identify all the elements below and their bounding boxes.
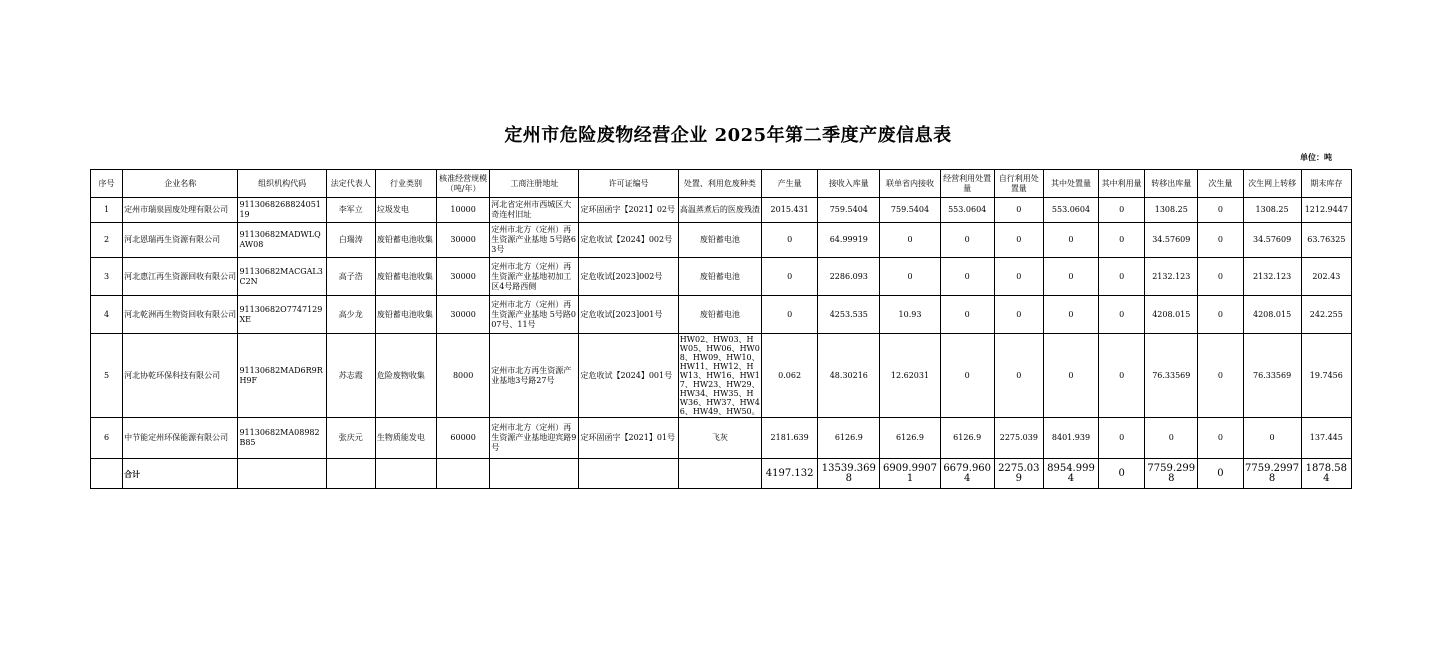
generated-qty: 0.062 xyxy=(762,334,818,418)
legal-rep: 李军立 xyxy=(326,198,375,223)
header-cell: 法定代表人 xyxy=(326,170,375,198)
self-utilized-qty: 2275.039 xyxy=(994,418,1043,459)
utilized-qty: 0 xyxy=(1099,198,1145,223)
secondary-online-transfer: 0 xyxy=(1243,418,1301,459)
table-cell xyxy=(437,459,490,489)
self-utilized-qty: 0 xyxy=(994,258,1043,296)
company-name: 河北协乾环保科技有限公司 xyxy=(123,334,238,418)
industry-type: 危险废物收集 xyxy=(375,334,436,418)
utilized-disposed-qty: 0 xyxy=(940,258,994,296)
ending-inventory: 19.7456 xyxy=(1301,334,1351,418)
secondary-qty: 0 xyxy=(1198,258,1243,296)
manifest-received-qty: 759.5404 xyxy=(880,198,940,223)
manifest-received-qty: 0 xyxy=(880,258,940,296)
license-number: 定环固函字【2021】01号 xyxy=(579,418,678,459)
table-row xyxy=(91,296,1352,334)
disposed-qty: 0 xyxy=(1043,334,1098,418)
utilized-qty: 0 xyxy=(1099,258,1145,296)
secondary-online-transfer: 1308.25 xyxy=(1243,198,1301,223)
org-code: 91130682MADWLQAW08 xyxy=(238,223,326,258)
org-code: 91130682O7747129XE xyxy=(238,296,326,334)
manifest-received-qty: 12.62031 xyxy=(880,334,940,418)
total-value: 6909.99071 xyxy=(880,459,940,489)
industry-type: 生物质能发电 xyxy=(375,418,436,459)
header-cell: 期末库存 xyxy=(1301,170,1351,198)
waste-types: 飞灰 xyxy=(678,418,761,459)
transferred-out-qty: 34.57609 xyxy=(1145,223,1198,258)
registered-address: 河北省定州市西城区大奇连村旧址 xyxy=(490,198,579,223)
received-qty: 2286.093 xyxy=(818,258,880,296)
license-number: 定危收试[2023]002号 xyxy=(579,258,678,296)
secondary-online-transfer: 4208.015 xyxy=(1243,296,1301,334)
table-cell xyxy=(678,459,761,489)
table-cell xyxy=(238,459,326,489)
ending-inventory: 63.76325 xyxy=(1301,223,1351,258)
license-number: 定危收试【2024】002号 xyxy=(579,223,678,258)
header-cell: 其中利用量 xyxy=(1099,170,1145,198)
approved-scale: 60000 xyxy=(437,418,490,459)
header-cell: 自行利用处置量 xyxy=(994,170,1043,198)
total-value: 0 xyxy=(1099,459,1145,489)
transferred-out-qty: 4208.015 xyxy=(1145,296,1198,334)
ending-inventory: 242.255 xyxy=(1301,296,1351,334)
utilized-disposed-qty: 0 xyxy=(940,223,994,258)
header-cell: 联单省内接收 xyxy=(880,170,940,198)
secondary-qty: 0 xyxy=(1198,223,1243,258)
disposed-qty: 0 xyxy=(1043,223,1098,258)
industry-type: 废铅蓄电池收集 xyxy=(375,258,436,296)
transferred-out-qty: 1308.25 xyxy=(1145,198,1198,223)
utilized-qty: 0 xyxy=(1099,334,1145,418)
secondary-online-transfer: 34.57609 xyxy=(1243,223,1301,258)
received-qty: 6126.9 xyxy=(818,418,880,459)
secondary-qty: 0 xyxy=(1198,198,1243,223)
row-number: 1 xyxy=(91,198,123,223)
utilized-disposed-qty: 6126.9 xyxy=(940,418,994,459)
header-cell: 经营利用处置量 xyxy=(940,170,994,198)
industry-type: 垃圾发电 xyxy=(375,198,436,223)
legal-rep: 张庆元 xyxy=(326,418,375,459)
license-number: 定危收试[2023]001号 xyxy=(579,296,678,334)
total-value: 7759.29978 xyxy=(1243,459,1301,489)
header-cell: 组织机构代码 xyxy=(238,170,326,198)
row-number: 2 xyxy=(91,223,123,258)
industry-type: 废铅蓄电池收集 xyxy=(375,296,436,334)
waste-info-table xyxy=(90,169,1352,489)
secondary-online-transfer: 2132.123 xyxy=(1243,258,1301,296)
generated-qty: 2181.639 xyxy=(762,418,818,459)
waste-types: 废铅蓄电池 xyxy=(678,223,761,258)
table-cell xyxy=(579,459,678,489)
table-cell xyxy=(375,459,436,489)
table-cell xyxy=(326,459,375,489)
self-utilized-qty: 0 xyxy=(994,296,1043,334)
table-row xyxy=(91,198,1352,223)
row-number: 6 xyxy=(91,418,123,459)
row-number: 4 xyxy=(91,296,123,334)
company-name: 中节能定州环保能源有限公司 xyxy=(123,418,238,459)
total-label: 合计 xyxy=(123,459,238,489)
registered-address: 定州市北方（定州）再生资源产业基地迎宾路9号 xyxy=(490,418,579,459)
manifest-received-qty: 0 xyxy=(880,223,940,258)
row-number: 5 xyxy=(91,334,123,418)
secondary-qty: 0 xyxy=(1198,334,1243,418)
approved-scale: 8000 xyxy=(437,334,490,418)
header-cell: 接收入库量 xyxy=(818,170,880,198)
legal-rep: 高子浩 xyxy=(326,258,375,296)
company-name: 河北恩瑞再生资源有限公司 xyxy=(123,223,238,258)
registered-address: 定州市北方再生资源产业基地3号路27号 xyxy=(490,334,579,418)
company-name: 定州市瑞泉固废处理有限公司 xyxy=(123,198,238,223)
utilized-disposed-qty: 553.0604 xyxy=(940,198,994,223)
waste-types: 废铅蓄电池 xyxy=(678,258,761,296)
org-code: 91130682MA08982B85 xyxy=(238,418,326,459)
total-value: 1878.584 xyxy=(1301,459,1351,489)
header-cell: 工商注册地址 xyxy=(490,170,579,198)
table-cell xyxy=(490,459,579,489)
disposed-qty: 0 xyxy=(1043,296,1098,334)
header-cell: 产生量 xyxy=(762,170,818,198)
generated-qty: 0 xyxy=(762,258,818,296)
approved-scale: 10000 xyxy=(437,198,490,223)
utilized-qty: 0 xyxy=(1099,418,1145,459)
company-name: 河北乾洲再生物资回收有限公司 xyxy=(123,296,238,334)
ending-inventory: 1212.9447 xyxy=(1301,198,1351,223)
approved-scale: 30000 xyxy=(437,258,490,296)
total-value: 2275.039 xyxy=(994,459,1043,489)
total-value: 8954.9994 xyxy=(1043,459,1098,489)
disposed-qty: 0 xyxy=(1043,258,1098,296)
legal-rep: 白瑞涛 xyxy=(326,223,375,258)
header-cell: 次生网上转移 xyxy=(1243,170,1301,198)
header-cell: 核准经营规模（吨/年） xyxy=(437,170,490,198)
approved-scale: 30000 xyxy=(437,223,490,258)
generated-qty: 2015.431 xyxy=(762,198,818,223)
total-row xyxy=(91,459,1352,489)
header-cell: 企业名称 xyxy=(123,170,238,198)
generated-qty: 0 xyxy=(762,223,818,258)
header-cell: 转移出库量 xyxy=(1145,170,1198,198)
header-cell: 序号 xyxy=(91,170,123,198)
header-cell: 行业类别 xyxy=(375,170,436,198)
header-cell: 次生量 xyxy=(1198,170,1243,198)
manifest-received-qty: 10.93 xyxy=(880,296,940,334)
self-utilized-qty: 0 xyxy=(994,334,1043,418)
header-cell: 许可证编号 xyxy=(579,170,678,198)
secondary-qty: 0 xyxy=(1198,296,1243,334)
legal-rep: 苏志霞 xyxy=(326,334,375,418)
waste-types: HW02、HW03、HW05、HW06、HW08、HW09、HW10、HW11、HW12、HW13、HW16、HW17、HW23、HW29、HW34、HW35、HW36、HW37、HW46、HW49、HW50。 xyxy=(679,335,760,416)
table-row xyxy=(91,223,1352,258)
unit-label: 单位：吨 xyxy=(1300,152,1332,162)
disposed-qty: 8401.939 xyxy=(1043,418,1098,459)
table-row xyxy=(91,258,1352,296)
row-number: 3 xyxy=(91,258,123,296)
org-code: 911306826882405119 xyxy=(238,198,326,223)
total-value: 7759.2998 xyxy=(1145,459,1198,489)
table-row xyxy=(91,418,1352,459)
license-number: 定危收试【2024】001号 xyxy=(579,334,678,418)
transferred-out-qty: 2132.123 xyxy=(1145,258,1198,296)
org-code: 91130682MAD6R9RH9F xyxy=(238,334,326,418)
utilized-disposed-qty: 0 xyxy=(940,296,994,334)
disposed-qty: 553.0604 xyxy=(1043,198,1098,223)
industry-type: 废铅蓄电池收集 xyxy=(375,223,436,258)
utilized-disposed-qty: 0 xyxy=(940,334,994,418)
company-name: 河北惠江再生资源回收有限公司 xyxy=(123,258,238,296)
total-value: 0 xyxy=(1198,459,1243,489)
self-utilized-qty: 0 xyxy=(994,223,1043,258)
table-row xyxy=(91,334,1352,418)
ending-inventory: 137.445 xyxy=(1301,418,1351,459)
total-value: 6679.9604 xyxy=(940,459,994,489)
page-title: 定州市危险废物经营企业 2025年第二季度产废信息表 xyxy=(504,125,952,146)
table-cell xyxy=(91,459,123,489)
registered-address: 定州市北方（定州）再生资源产业基地 5号路63号 xyxy=(490,223,579,258)
org-code: 91130682MACGAL3C2N xyxy=(238,258,326,296)
registered-address: 定州市北方（定州）再生资源产业基地初加工区4号路西侧 xyxy=(490,258,579,296)
received-qty: 64.99919 xyxy=(818,223,880,258)
registered-address: 定州市北方（定州）再生资源产业基地 5号路007号、11号 xyxy=(490,296,579,334)
total-value: 13539.3698 xyxy=(818,459,880,489)
received-qty: 48.30216 xyxy=(818,334,880,418)
transferred-out-qty: 0 xyxy=(1145,418,1198,459)
self-utilized-qty: 0 xyxy=(994,198,1043,223)
approved-scale: 30000 xyxy=(437,296,490,334)
generated-qty: 0 xyxy=(762,296,818,334)
secondary-online-transfer: 76.33569 xyxy=(1243,334,1301,418)
total-value: 4197.132 xyxy=(762,459,818,489)
header-cell: 其中处置量 xyxy=(1043,170,1098,198)
utilized-qty: 0 xyxy=(1099,223,1145,258)
transferred-out-qty: 76.33569 xyxy=(1145,334,1198,418)
waste-types: 废铅蓄电池 xyxy=(678,296,761,334)
secondary-qty: 0 xyxy=(1198,418,1243,459)
utilized-qty: 0 xyxy=(1099,296,1145,334)
legal-rep: 高少龙 xyxy=(326,296,375,334)
header-cell: 处置、利用危废种类 xyxy=(678,170,761,198)
manifest-received-qty: 6126.9 xyxy=(880,418,940,459)
license-number: 定环固函字【2021】02号 xyxy=(579,198,678,223)
received-qty: 759.5404 xyxy=(818,198,880,223)
ending-inventory: 202.43 xyxy=(1301,258,1351,296)
header-row xyxy=(91,170,1352,198)
waste-types: 高温蒸煮后的医废残渣 xyxy=(678,198,761,223)
received-qty: 4253.535 xyxy=(818,296,880,334)
